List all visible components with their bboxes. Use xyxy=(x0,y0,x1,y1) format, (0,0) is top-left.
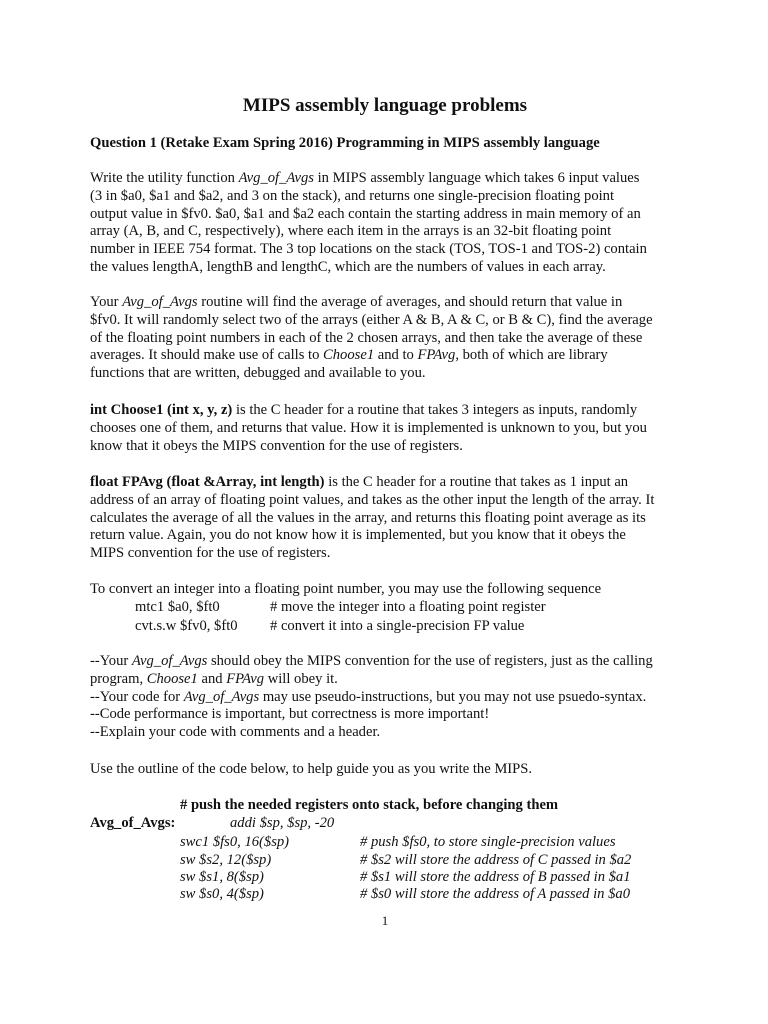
text-line: --Your Avg_of_Avgs should obey the MIPS convention for the use of registers, just as the calling xyxy=(90,653,653,669)
question-heading: Question 1 (Retake Exam Spring 2016) Programming in MIPS assembly language xyxy=(90,135,600,151)
text-line: number in IEEE 754 format. The 3 top locations on the stack (TOS, TOS-1 and TOS-2) contain xyxy=(90,241,647,258)
text-line: averages. It should make use of calls to Choose1 and to FPAvg, both of which are library xyxy=(90,347,608,364)
text-line: --Your code for Avg_of_Avgs may use pseudo-instructions, but you may not use psuedo-syntax. xyxy=(90,688,647,705)
code-instruction: swc1 $fs0, 16($sp) xyxy=(180,834,290,850)
function-name: FPAvg xyxy=(417,347,456,364)
text-line: int Choose1 (int x, y, z) is the C header for a routine that takes 3 integers as inputs, randomly xyxy=(90,402,638,418)
code-comment: # convert it into a single-precision FP value xyxy=(270,618,525,634)
text-line: output value in $fv0. $a0, $a1 and $a2 each contain the starting address in main memory of an xyxy=(90,205,641,222)
paragraph-convert xyxy=(90,581,680,599)
page-number: 1 xyxy=(381,913,389,928)
text-line: MIPS convention for the use of registers. xyxy=(90,545,331,562)
code-push-comment: # push the needed registers onto stack, before changing them xyxy=(180,797,559,813)
c-header: float FPAvg (float &Array, int length) xyxy=(90,474,325,490)
text-line: (3 in $a0, $a1 and $a2, and 3 on the stack), and returns one single-precision floating point xyxy=(90,187,615,204)
text-line: chooses one of them, and returns that value. How it is implemented is unknown to you, but you xyxy=(90,419,647,436)
text-line: calculates the average of all the values in the array, and returns this floating point average as its xyxy=(90,509,646,526)
code-instruction: sw $s0, 4($sp) xyxy=(180,886,264,902)
text-line: --Code performance is important, but correctness is more important! xyxy=(90,706,490,723)
code-comment: # $s2 will store the address of C passed in $a2 xyxy=(360,852,632,868)
page-title: MIPS assembly language problems xyxy=(242,95,528,116)
paragraph-fpavg xyxy=(90,474,680,563)
code-instruction: sw $s1, 8($sp) xyxy=(180,869,264,885)
function-name: Avg_of_Avgs xyxy=(183,688,260,705)
paragraph-intro xyxy=(90,170,680,277)
text-line: float FPAvg (float &Array, int length) is the C header for a routine that takes as 1 input an xyxy=(90,474,629,490)
code-comment: # push $fs0, to store single-precision values xyxy=(360,834,616,850)
paragraph-requirements xyxy=(90,653,680,742)
paragraph-routine xyxy=(90,294,680,383)
code-comment: # move the integer into a floating point register xyxy=(270,599,546,615)
text-line: know that it obeys the MIPS convention for the use of registers. xyxy=(90,437,463,454)
text-line: Your Avg_of_Avgs routine will find the average of averages, and should return that value in xyxy=(90,294,623,310)
text-line: $fv0. It will randomly select two of the arrays (either A & B, A & C, or B & C), find the average xyxy=(90,311,653,328)
text-line: --Explain your code with comments and a header. xyxy=(90,724,381,741)
text-line: Use the outline of the code below, to help guide you as you write the MIPS. xyxy=(90,761,533,777)
paragraph-choose1 xyxy=(90,402,680,455)
code-comment: # $s0 will store the address of A passed in $a0 xyxy=(360,886,630,902)
function-name: Avg_of_Avgs xyxy=(131,653,208,669)
text-line: of the floating point numbers in each of the 2 chosen arrays, and then take the average of these xyxy=(90,329,643,346)
code-comment: # $s1 will store the address of B passed in $a1 xyxy=(360,869,631,885)
code-label: Avg_of_Avgs: xyxy=(90,815,176,831)
function-name: Choose1 xyxy=(146,670,198,687)
text-line: Write the utility function Avg_of_Avgs in MIPS assembly language which takes 6 input values xyxy=(90,170,640,186)
text-line: functions that are written, debugged and available to you. xyxy=(90,365,426,382)
function-name: Choose1 xyxy=(323,347,375,364)
function-name: Avg_of_Avgs xyxy=(122,294,198,310)
text-line: To convert an integer into a floating point number, you may use the following sequence xyxy=(90,581,602,597)
code-instruction: addi $sp, $sp, -20 xyxy=(230,815,335,831)
c-header: int Choose1 (int x, y, z) xyxy=(90,402,233,418)
text-line: return value. Again, you do not know how it is implemented, but you know that it obeys the xyxy=(90,527,626,544)
text-line: the values lengthA, lengthB and lengthC, which are the numbers of values in each array. xyxy=(90,258,606,275)
code-instruction: mtc1 $a0, $ft0 xyxy=(135,599,220,615)
function-name: FPAvg xyxy=(226,670,265,687)
text-line: address of an array of floating point values, and takes as the other input the length of the array. It xyxy=(90,491,655,508)
function-name: Avg_of_Avgs xyxy=(238,170,314,186)
paragraph-outline-intro xyxy=(90,761,680,779)
text-line: array (A, B, and C, respectively), where each item in the arrays is an 32-bit floating point xyxy=(90,223,612,240)
code-instruction: cvt.s.w $fv0, $ft0 xyxy=(135,618,238,634)
code-instruction: sw $s2, 12($sp) xyxy=(180,852,272,868)
text-line: program, Choose1 and FPAvg will obey it. xyxy=(90,670,338,687)
